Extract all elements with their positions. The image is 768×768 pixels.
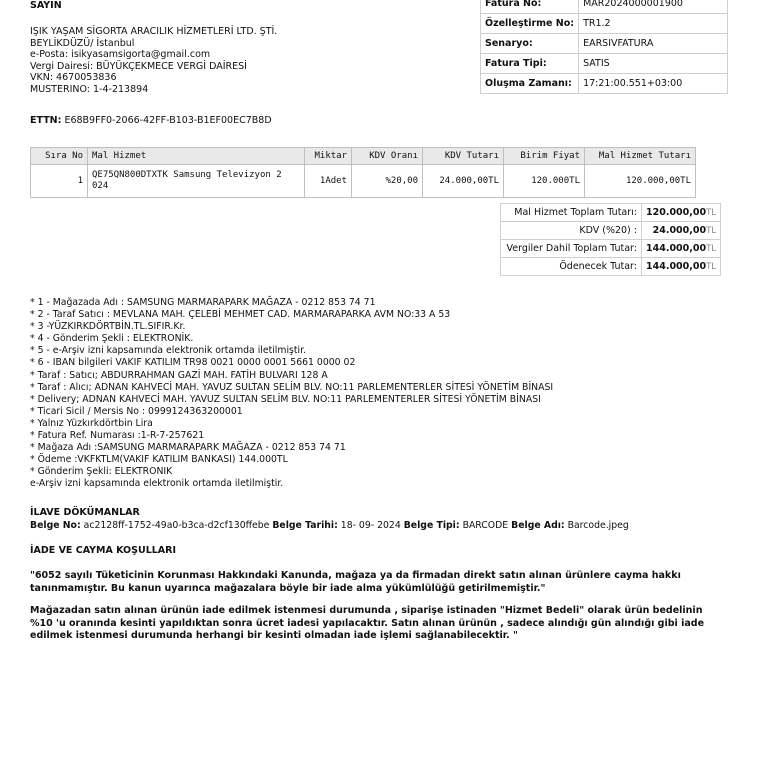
meta-label: Fatura No: [481,0,579,14]
cell-tutar: 120.000,00TL [585,165,696,198]
seller-district: BEYLİKDÜZÜ/ İstanbul [30,37,135,49]
belge-adi-label: Belge Adı: [511,520,565,531]
note-line: * 6 - IBAN bilgileri VAKIF KATILIM TR98 0021 0000 0001 5661 0000 02 [30,357,356,369]
note-line: * 4 - Gönderim Şekli : ELEKTRONİK. [30,333,194,345]
note-line: * 2 - Taraf Satıcı : MEVLANA MAH. ÇELEBİ MEHMET CAD. MARMARAPARKA AVM NO:33 A 53 [30,309,451,321]
note-line: * 1 - Mağazada Adı : SAMSUNG MARMARAPARK MAĞAZA - 0212 853 74 71 [30,297,376,308]
cell-mal-hizmet: QE75QN800DTXTK Samsung Televizyon 2 024 [88,165,305,198]
ettn-line [30,115,272,126]
meta-row-created-time [481,74,728,94]
col-header-kdv-orani: KDV Oranı [352,148,423,165]
cell-kdv-tutari: 24.000,00TL [423,165,504,198]
cell-sira: 1 [31,165,88,198]
meta-label: Senaryo: [481,34,579,54]
meta-row-invoice-no [481,0,728,14]
note-line: * Delivery; ADNAN KAHVECİ MAH. YAVUZ SULTAN SELİM BLV. NO:11 PARLEMENTERLER SİTESİ YÖNETİM BİNASI [30,393,541,405]
belge-tarihi-label: Belge Tarihi: [272,520,338,531]
totals-value [642,204,721,222]
totals-value [642,240,721,258]
belge-tipi-label: Belge Tipi: [403,520,460,531]
cell-kdv-orani: %20,00 [352,165,423,198]
totals-amount: 120.000,00 [646,207,707,218]
totals-currency: TL [706,226,717,236]
totals-label: Ödenecek Tutar: [501,258,642,276]
totals-amount: 144.000,00 [646,261,707,272]
note-line: * Fatura Ref. Numarası :1-R-7-257621 [30,430,205,442]
seller-tax-office: Vergi Dairesi: BÜYÜKÇEKMECE VERGİ DAİRESİ [30,60,247,72]
belge-tipi-value: BARCODE [462,520,509,531]
note-line: * 3 -YÜZKIRKDÖRTBİN.TL.SIFIR.Kr. [30,321,186,333]
ettn-value: E68B9FF0-2066-42FF-B103-B1EF00EC7B8D [64,115,272,126]
belge-tarihi-value: 18- 09- 2024 [340,520,401,531]
meta-row-scenario [481,34,728,54]
note-line: * Taraf : Satıcı; ABDURRAHMAN GAZİ MAH. FATİH BULVARI 128 A [30,369,328,381]
belge-no-label: Belge No: [30,520,81,531]
document-info-line [30,520,629,531]
totals-table [500,203,721,276]
totals-value [642,258,721,276]
items-header-row [31,148,696,165]
meta-value: SATIS [579,54,728,74]
ettn-label: ETTN: [30,115,62,126]
note-line: * Mağaza Adı :SAMSUNG MARMARAPARK MAĞAZA - 0212 853 74 71 [30,442,346,454]
totals-amount: 24.000,00 [652,225,707,236]
meta-value: MAR2024000001900 [579,0,728,14]
return-paragraph-1: "6052 sayılı Tüketicinin Korunması Hakkındaki Kanunda, mağaza ya da firmadan direkt satın alınan ürünlere cayma hakkı tanınmamıştır. Bu kanun uyarınca mağazalara böyle bir iade alma yükümlülüğü getirilmemiştir." [30,570,681,594]
return-paragraph-2: Mağazadan satın alınan ürünün iade edilmek istenmesi durumunda , siparişe istinaden "Hizmet Bedeli" olarak ürün bedelinin %10 'u oranında kesinti yapıldıktan sonra ücret iadesi yapılacaktır. Satın alınan ürünün , sadece alındığı gün alındığı gibi iade edilmek istenmesi durumunda herhangi bir kesinti olmadan iade işlemi sağlanabilecektir. " [30,605,705,641]
cell-birim-fiyat: 120.000TL [504,165,585,198]
col-header-kdv-tutari: KDV Tutarı [423,148,504,165]
cell-miktar: 1Adet [305,165,352,198]
additional-documents-title: İLAVE DÖKÜMANLAR [30,507,140,518]
meta-value: TR1.2 [579,14,728,34]
totals-amount: 144.000,00 [646,243,707,254]
meta-label: Fatura Tipi: [481,54,579,74]
return-conditions-title: İADE VE CAYMA KOŞULLARI [30,545,177,556]
table-row [31,165,696,198]
note-line: * Gönderim Şekli: ELEKTRONIK [30,466,173,478]
items-table [30,147,696,198]
seller-vkn: VKN: 4670053836 [30,72,117,84]
totals-currency: TL [706,262,717,272]
seller-customer-no: MUSTERINO: 1-4-213894 [30,83,149,95]
seller-name: IŞIK YAŞAM SİGORTA ARACILIK HİZMETLERİ LTD. ŞTİ. [30,26,278,37]
col-header-sira: Sıra No [31,148,88,165]
seller-email: e-Posta: isikyasamsigorta@gmail.com [30,49,211,61]
note-line: * 5 - e-Arşiv izni kapsamında elektronik ortamda iletilmiştir. [30,345,307,357]
totals-currency: TL [706,244,717,254]
col-header-birim-fiyat: Birim Fiyat [504,148,585,165]
meta-label: Oluşma Zamanı: [481,74,579,94]
totals-currency: TL [706,208,717,218]
meta-row-invoice-type [481,54,728,74]
seller-info [30,26,277,96]
totals-row [501,240,721,258]
note-line: * Ödeme :VKFKTLM(VAKIF KATILIM BANKASI) 144.000TL [30,454,288,466]
invoice-meta-table [480,0,728,94]
note-line: * Taraf : Alıcı; ADNAN KAHVECİ MAH. YAVUZ SULTAN SELİM BLV. NO:11 PARLEMENTERLER SİTESİ YÖNETİM BİNASI [30,381,554,393]
meta-value: EARSIVFATURA [579,34,728,54]
note-line: * Yalnız Yüzkırkdörtbin Lira [30,417,153,429]
belge-adi-value: Barcode.jpeg [567,520,629,531]
meta-label: Özelleştirme No: [481,14,579,34]
col-header-mal-hizmet: Mal Hizmet [88,148,305,165]
totals-label: KDV (%20) : [501,222,642,240]
meta-value: 17:21:00.551+03:00 [579,74,728,94]
totals-row [501,222,721,240]
col-header-tutar: Mal Hizmet Tutarı [585,148,696,165]
totals-row [501,258,721,276]
note-line: * Ticari Sicil / Mersis No : 0999124363200001 [30,405,243,417]
note-line: e-Arşiv izni kapsamında elektronik ortamda iletilmiştir. [30,478,284,490]
totals-label: Mal Hizmet Toplam Tutarı: [501,204,642,222]
salutation: SAYIN [30,0,62,11]
totals-value [642,222,721,240]
col-header-miktar: Miktar [305,148,352,165]
totals-label: Vergiler Dahil Toplam Tutar: [501,240,642,258]
meta-row-customization [481,14,728,34]
totals-row [501,204,721,222]
belge-no-value: ac2128ff-1752-49a0-b3ca-d2cf130ffebe [83,520,270,531]
notes-list [30,297,553,491]
